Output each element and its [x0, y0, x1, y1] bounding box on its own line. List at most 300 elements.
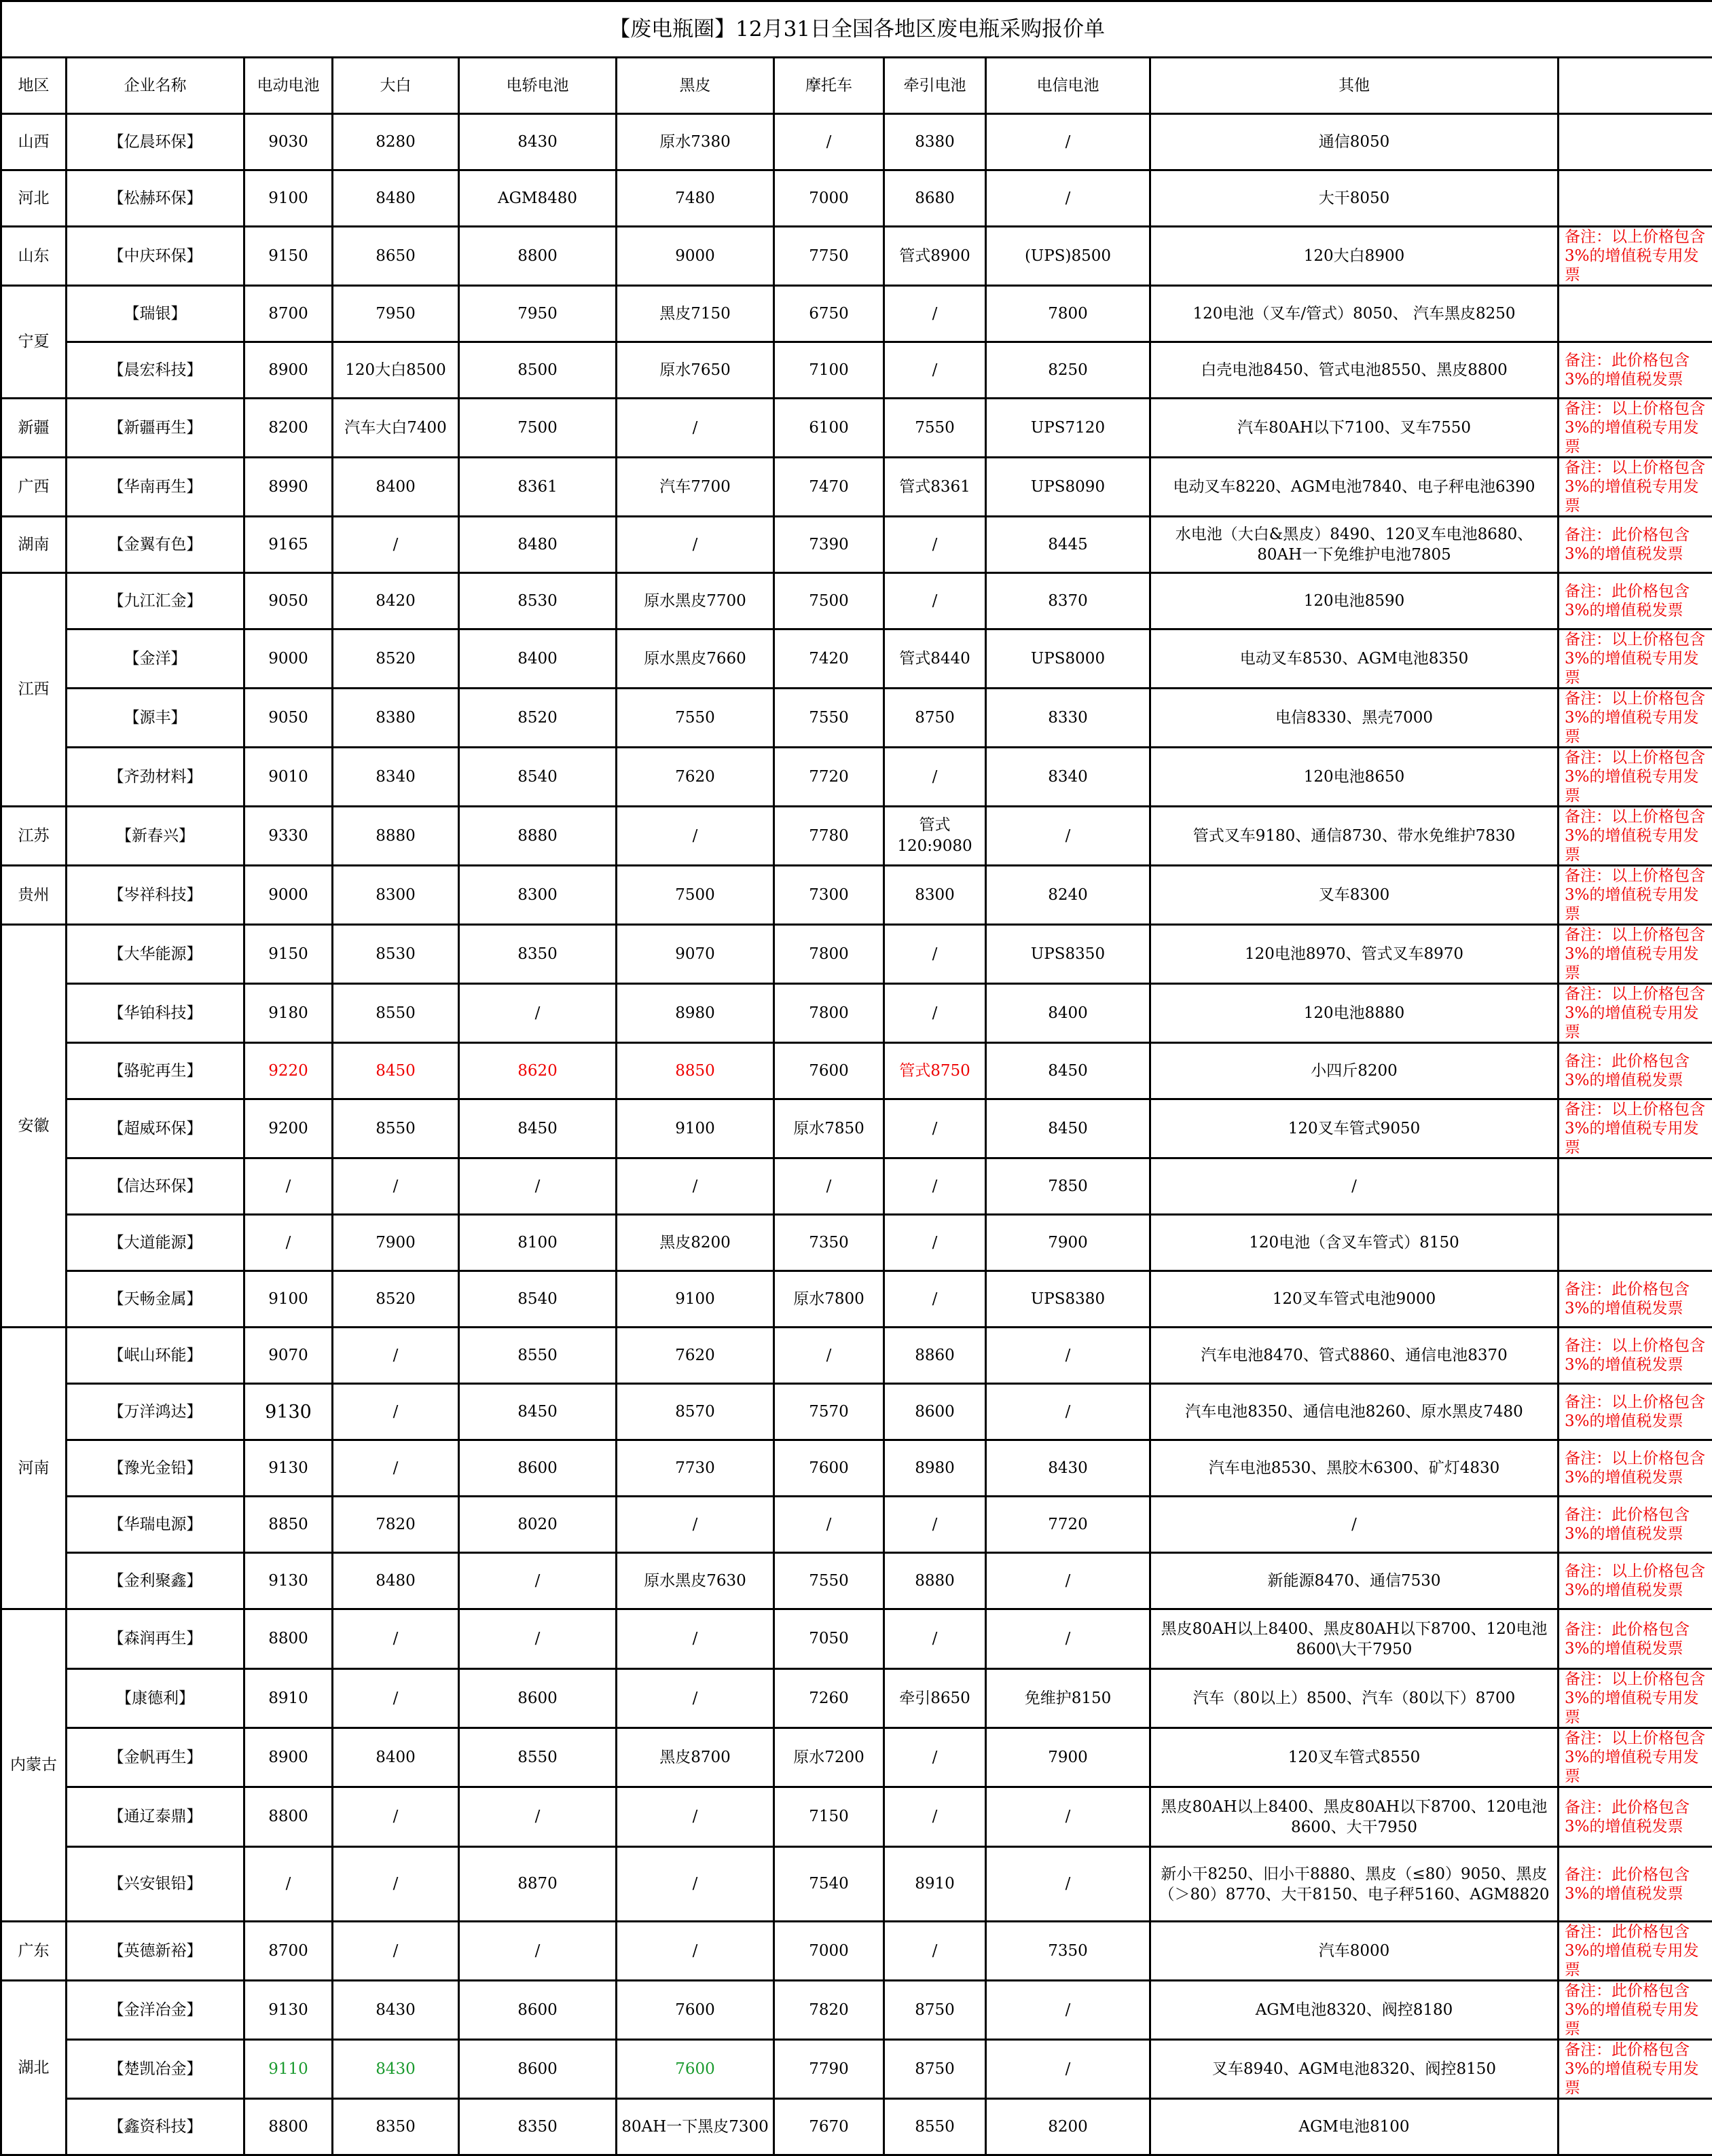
price-cell: 8870 [459, 1847, 617, 1922]
price-cell: 8200 [244, 399, 333, 458]
price-cell: 7300 [774, 866, 884, 925]
price-cell: 管式120:9080 [884, 807, 986, 866]
price-cell: 7500 [617, 866, 774, 925]
company-row [1, 517, 1712, 573]
price-cell: 8480 [459, 517, 617, 573]
price-cell: 7500 [774, 573, 884, 629]
price-cell: / [459, 984, 617, 1043]
company-name: 【康德利】 [67, 1669, 244, 1728]
other-cell: 120叉车管式9050 [1150, 1099, 1559, 1158]
price-cell: 7820 [333, 1497, 459, 1553]
price-cell: / [617, 399, 774, 458]
price-cell: 7800 [986, 286, 1150, 342]
company-name: 【金翼有色】 [67, 517, 244, 573]
note-cell: 备注：以上价格包含3%的增值税专用发票 [1559, 1669, 1712, 1728]
price-cell: 8550 [333, 1099, 459, 1158]
price-cell: 8900 [244, 342, 333, 399]
price-cell: 管式8361 [884, 458, 986, 517]
price-cell: 8450 [986, 1043, 1150, 1099]
note-cell: 备注：以上价格包含3%的增值税专用发票 [1559, 748, 1712, 807]
price-cell: 7550 [884, 399, 986, 458]
price-cell: 7720 [986, 1497, 1150, 1553]
price-cell: 8850 [244, 1497, 333, 1553]
price-cell: 8800 [244, 2099, 333, 2155]
price-cell: / [774, 1328, 884, 1384]
price-cell: 9110 [244, 2040, 333, 2099]
price-cell: 7790 [774, 2040, 884, 2099]
price-cell: / [333, 1787, 459, 1847]
other-cell: 汽车电池8350、通信电池8260、原水黑皮7480 [1150, 1384, 1559, 1440]
price-cell: 8980 [884, 1440, 986, 1497]
price-cell: / [244, 1215, 333, 1271]
price-cell: 9000 [244, 866, 333, 925]
price-cell: / [333, 1922, 459, 1981]
price-cell: 7470 [774, 458, 884, 517]
price-cell: / [986, 1787, 1150, 1847]
price-cell: / [884, 1787, 986, 1847]
note-cell [1559, 1215, 1712, 1271]
price-cell: 8880 [884, 1553, 986, 1609]
note-cell: 备注：此价格包含3%的增值税发票 [1559, 1787, 1712, 1847]
price-cell: 7150 [774, 1787, 884, 1847]
price-cell: 7620 [617, 1328, 774, 1384]
note-cell: 备注：此价格包含3%的增值税发票 [1559, 1847, 1712, 1922]
company-name: 【金洋】 [67, 629, 244, 689]
column-header: 企业名称 [67, 58, 244, 114]
price-cell: 原水7380 [617, 114, 774, 170]
other-cell: 电动叉车8220、AGM电池7840、电子秤电池6390 [1150, 458, 1559, 517]
column-header: 牵引电池 [884, 58, 986, 114]
price-cell: 8020 [459, 1497, 617, 1553]
column-header: 地区 [1, 58, 67, 114]
note-cell: 备注：以上价格包含3%的增值税专用发票 [1559, 1099, 1712, 1158]
company-row [1, 629, 1712, 689]
company-name: 【楚凯冶金】 [67, 2040, 244, 2099]
price-cell: 8370 [986, 573, 1150, 629]
company-row [1, 1981, 1712, 2040]
price-cell: / [617, 1922, 774, 1981]
price-cell: 8250 [986, 342, 1150, 399]
price-cell: 8350 [459, 2099, 617, 2155]
price-cell: 9100 [617, 1099, 774, 1158]
company-name: 【兴安银铅】 [67, 1847, 244, 1922]
price-cell: 8530 [333, 925, 459, 984]
company-row [1, 1553, 1712, 1609]
price-cell: 黑皮8200 [617, 1215, 774, 1271]
price-cell: 7570 [774, 1384, 884, 1440]
other-cell: 管式叉车9180、通信8730、带水免维护7830 [1150, 807, 1559, 866]
price-cell: / [884, 517, 986, 573]
price-cell: AGM8480 [459, 170, 617, 227]
note-cell: 备注：此价格包含3%的增值税发票 [1559, 1271, 1712, 1328]
price-cell: 8850 [617, 1043, 774, 1099]
company-row [1, 399, 1712, 458]
price-cell: 9050 [244, 689, 333, 748]
price-cell: 7500 [459, 399, 617, 458]
price-cell: / [884, 984, 986, 1043]
price-cell: 8600 [459, 1669, 617, 1728]
price-cell: 7850 [986, 1158, 1150, 1215]
company-name: 【信达环保】 [67, 1158, 244, 1215]
price-cell: / [884, 342, 986, 399]
company-row [1, 1847, 1712, 1922]
company-name: 【岷山环能】 [67, 1328, 244, 1384]
other-cell: 水电池（大白&黑皮）8490、120叉车电池8680、80AH一下免维护电池7805 [1150, 517, 1559, 573]
other-cell: 120叉车管式电池9000 [1150, 1271, 1559, 1328]
price-cell: 管式8440 [884, 629, 986, 689]
price-cell: / [617, 1158, 774, 1215]
price-cell: 7800 [774, 925, 884, 984]
price-cell: 8350 [333, 2099, 459, 2155]
header-row [1, 58, 1712, 114]
company-name: 【晨宏科技】 [67, 342, 244, 399]
price-cell: / [333, 1328, 459, 1384]
other-cell: 汽车80AH以下7100、叉车7550 [1150, 399, 1559, 458]
region-cell: 湖南 [1, 517, 67, 573]
price-cell: 8750 [884, 1981, 986, 2040]
price-cell: / [884, 925, 986, 984]
price-cell: 原水7850 [774, 1099, 884, 1158]
price-cell: 9220 [244, 1043, 333, 1099]
price-cell: 8430 [333, 1981, 459, 2040]
other-cell: 120电池8970、管式叉车8970 [1150, 925, 1559, 984]
price-cell: 7420 [774, 629, 884, 689]
company-row [1, 1669, 1712, 1728]
region-cell: 广西 [1, 458, 67, 517]
note-cell: 备注：以上价格包含3%的增值税专用发票 [1559, 227, 1712, 286]
region-cell: 山西 [1, 114, 67, 170]
price-cell: 8400 [333, 458, 459, 517]
company-row [1, 1271, 1712, 1328]
region-cell: 河北 [1, 170, 67, 227]
price-cell: 7550 [774, 1553, 884, 1609]
region-cell: 贵州 [1, 866, 67, 925]
company-name: 【金洋冶金】 [67, 1981, 244, 2040]
price-cell: 8361 [459, 458, 617, 517]
price-cell: 汽车7700 [617, 458, 774, 517]
price-cell: 7730 [617, 1440, 774, 1497]
price-cell: UPS8380 [986, 1271, 1150, 1328]
price-cell: 9000 [244, 629, 333, 689]
price-cell: 8340 [986, 748, 1150, 807]
note-cell: 备注：此价格包含3%的增值税发票 [1559, 1497, 1712, 1553]
price-cell: / [617, 1787, 774, 1847]
price-cell: 原水7650 [617, 342, 774, 399]
price-cell: / [617, 807, 774, 866]
company-row [1, 1215, 1712, 1271]
price-cell: / [617, 1497, 774, 1553]
company-name: 【新春兴】 [67, 807, 244, 866]
note-cell: 备注：以上价格包含3%的增值税专用发票 [1559, 984, 1712, 1043]
note-cell: 备注：此价格包含3%的增值税专用发票 [1559, 2040, 1712, 2099]
price-cell: 8910 [244, 1669, 333, 1728]
price-cell: UPS8350 [986, 925, 1150, 984]
company-row [1, 342, 1712, 399]
price-cell: 7600 [617, 2040, 774, 2099]
price-cell: 8570 [617, 1384, 774, 1440]
price-cell: 7750 [774, 227, 884, 286]
price-cell: 8800 [244, 1609, 333, 1669]
price-cell: 8280 [333, 114, 459, 170]
company-row [1, 748, 1712, 807]
price-cell: 7950 [333, 286, 459, 342]
note-cell: 备注：此价格包含3%的增值税发票 [1559, 573, 1712, 629]
note-cell: 备注：以上价格包含3%的增值税发票 [1559, 1384, 1712, 1440]
price-cell: 8300 [884, 866, 986, 925]
price-cell: 8350 [459, 925, 617, 984]
price-cell: 7900 [986, 1728, 1150, 1787]
company-name: 【万洋鸿达】 [67, 1384, 244, 1440]
price-cell: / [884, 1609, 986, 1669]
price-cell: 8530 [459, 573, 617, 629]
other-cell: 大干8050 [1150, 170, 1559, 227]
price-cell: UPS8090 [986, 458, 1150, 517]
company-row [1, 984, 1712, 1043]
other-cell: / [1150, 1497, 1559, 1553]
price-cell: 8650 [333, 227, 459, 286]
price-cell: 黑皮8700 [617, 1728, 774, 1787]
note-cell: 备注：以上价格包含3%的增值税专用发票 [1559, 689, 1712, 748]
company-name: 【金帆再生】 [67, 1728, 244, 1787]
price-cell: 原水7800 [774, 1271, 884, 1328]
price-cell: 8550 [459, 1328, 617, 1384]
price-cell: / [884, 1922, 986, 1981]
company-name: 【通辽泰鼎】 [67, 1787, 244, 1847]
company-row [1, 286, 1712, 342]
company-name: 【松赫环保】 [67, 170, 244, 227]
price-cell: / [884, 286, 986, 342]
region-cell: 内蒙古 [1, 1609, 67, 1922]
price-cell: 8520 [333, 1271, 459, 1328]
price-cell: 8980 [617, 984, 774, 1043]
price-cell: / [617, 517, 774, 573]
column-header: 电轿电池 [459, 58, 617, 114]
note-cell: 备注：此价格包含3%的增值税发票 [1559, 342, 1712, 399]
price-cell: 7480 [617, 170, 774, 227]
price-cell: 9010 [244, 748, 333, 807]
price-cell: 8700 [244, 286, 333, 342]
company-name: 【岑祥科技】 [67, 866, 244, 925]
price-cell: 8800 [459, 227, 617, 286]
price-cell: 8450 [333, 1043, 459, 1099]
other-cell: 汽车电池8470、管式8860、通信电池8370 [1150, 1328, 1559, 1384]
note-cell [1559, 286, 1712, 342]
company-row [1, 807, 1712, 866]
price-cell: / [617, 1847, 774, 1922]
note-cell: 备注：以上价格包含3%的增值税发票 [1559, 1328, 1712, 1384]
company-name: 【大道能源】 [67, 1215, 244, 1271]
company-row [1, 114, 1712, 170]
other-cell: AGM电池8320、阀控8180 [1150, 1981, 1559, 2040]
note-cell [1559, 1158, 1712, 1215]
company-row [1, 1043, 1712, 1099]
company-row [1, 1440, 1712, 1497]
company-name: 【金利聚鑫】 [67, 1553, 244, 1609]
price-cell: / [459, 1609, 617, 1669]
price-cell: 120大白8500 [333, 342, 459, 399]
region-cell: 山东 [1, 227, 67, 286]
company-row [1, 170, 1712, 227]
note-cell [1559, 170, 1712, 227]
price-cell: 原水黑皮7630 [617, 1553, 774, 1609]
price-cell: 7900 [333, 1215, 459, 1271]
note-cell: 备注：以上价格包含3%的增值税发票 [1559, 1553, 1712, 1609]
price-cell: 9000 [617, 227, 774, 286]
company-row [1, 2099, 1712, 2155]
price-cell: / [986, 114, 1150, 170]
note-cell: 备注：以上价格包含3%的增值税专用发票 [1559, 1728, 1712, 1787]
price-cell: / [333, 1669, 459, 1728]
note-cell: 备注：此价格包含3%的增值税发票 [1559, 517, 1712, 573]
price-cell: 8600 [459, 2040, 617, 2099]
company-row [1, 866, 1712, 925]
company-row [1, 1328, 1712, 1384]
price-cell: / [459, 1922, 617, 1981]
company-row [1, 2040, 1712, 2099]
other-cell: 新能源8470、通信7530 [1150, 1553, 1559, 1609]
price-cell: 原水黑皮7660 [617, 629, 774, 689]
price-cell: 8540 [459, 1271, 617, 1328]
other-cell: 汽车（80以上）8500、汽车（80以下）8700 [1150, 1669, 1559, 1728]
other-cell: 新小干8250、旧小干8880、黑皮（≤80）9050、黑皮（＞80）8770、大干8150、电子秤5160、AGM8820 [1150, 1847, 1559, 1922]
other-cell: AGM电池8100 [1150, 2099, 1559, 2155]
price-cell: / [333, 517, 459, 573]
price-cell: 8880 [333, 807, 459, 866]
price-cell: 8300 [459, 866, 617, 925]
price-cell: 8900 [244, 1728, 333, 1787]
price-cell: 9165 [244, 517, 333, 573]
price-cell: UPS8000 [986, 629, 1150, 689]
price-cell: / [986, 1328, 1150, 1384]
price-cell: / [986, 1981, 1150, 2040]
note-cell: 备注：以上价格包含3%的增值税专用发票 [1559, 925, 1712, 984]
company-name: 【源丰】 [67, 689, 244, 748]
price-cell: 8600 [459, 1440, 617, 1497]
company-row [1, 1158, 1712, 1215]
price-cell: 8800 [244, 1787, 333, 1847]
region-cell: 广东 [1, 1922, 67, 1981]
price-cell: 8450 [459, 1099, 617, 1158]
price-cell: / [884, 1271, 986, 1328]
note-cell [1559, 2099, 1712, 2155]
price-cell: 9100 [244, 1271, 333, 1328]
company-name: 【新疆再生】 [67, 399, 244, 458]
price-cell: 8990 [244, 458, 333, 517]
price-cell: 6100 [774, 399, 884, 458]
company-name: 【森润再生】 [67, 1609, 244, 1669]
price-cell: 8550 [459, 1728, 617, 1787]
price-cell: 7100 [774, 342, 884, 399]
company-name: 【华南再生】 [67, 458, 244, 517]
sheet-title: 【废电瓶圈】12月31日全国各地区废电瓶采购报价单 [1, 1, 1712, 58]
price-cell: / [774, 1158, 884, 1215]
price-cell: / [333, 1158, 459, 1215]
price-cell: 8240 [986, 866, 1150, 925]
region-cell: 江苏 [1, 807, 67, 866]
price-cell: / [617, 1609, 774, 1669]
company-row [1, 1787, 1712, 1847]
company-row [1, 689, 1712, 748]
note-cell: 备注：以上价格包含3%的增值税专用发票 [1559, 629, 1712, 689]
price-cell: 7600 [774, 1440, 884, 1497]
note-cell [1559, 114, 1712, 170]
price-cell: 8480 [333, 170, 459, 227]
company-name: 【华铂科技】 [67, 984, 244, 1043]
price-cell: 8750 [884, 689, 986, 748]
price-cell: 8400 [459, 629, 617, 689]
price-cell: 8445 [986, 517, 1150, 573]
price-cell: 8550 [884, 2099, 986, 2155]
company-name: 【中庆环保】 [67, 227, 244, 286]
price-cell: 8430 [986, 1440, 1150, 1497]
price-cell: / [333, 1609, 459, 1669]
other-cell: 电信8330、黑壳7000 [1150, 689, 1559, 748]
company-row [1, 573, 1712, 629]
other-cell: 黑皮80AH以上8400、黑皮80AH以下8700、120电池8600、大干7950 [1150, 1787, 1559, 1847]
price-cell: 9150 [244, 227, 333, 286]
price-cell: / [459, 1553, 617, 1609]
other-cell: 汽车8000 [1150, 1922, 1559, 1981]
price-cell: 8380 [884, 114, 986, 170]
price-cell: 管式8900 [884, 227, 986, 286]
price-cell: 7620 [617, 748, 774, 807]
price-cell: 8200 [986, 2099, 1150, 2155]
company-row [1, 458, 1712, 517]
price-cell: 9030 [244, 114, 333, 170]
company-name: 【鑫资科技】 [67, 2099, 244, 2155]
company-name: 【大华能源】 [67, 925, 244, 984]
note-cell: 备注：此价格包含3%的增值税专用发票 [1559, 1922, 1712, 1981]
price-cell: 7800 [774, 984, 884, 1043]
region-cell: 宁夏 [1, 286, 67, 399]
price-cell: 7720 [774, 748, 884, 807]
price-cell: / [884, 1099, 986, 1158]
price-cell: 8450 [986, 1099, 1150, 1158]
price-cell: / [986, 2040, 1150, 2099]
price-cell: / [333, 1440, 459, 1497]
company-name: 【九江汇金】 [67, 573, 244, 629]
price-cell: 8430 [459, 114, 617, 170]
price-cell: 8550 [333, 984, 459, 1043]
price-cell: 免维护8150 [986, 1669, 1150, 1728]
other-cell: 黑皮80AH以上8400、黑皮80AH以下8700、120电池8600\大干7950 [1150, 1609, 1559, 1669]
price-cell: / [333, 1384, 459, 1440]
price-cell: 8520 [333, 629, 459, 689]
price-cell: 黑皮7150 [617, 286, 774, 342]
price-cell: 7000 [774, 170, 884, 227]
price-cell: 8500 [459, 342, 617, 399]
price-cell: / [333, 1847, 459, 1922]
price-cell: 7350 [774, 1215, 884, 1271]
other-cell: 120电池8650 [1150, 748, 1559, 807]
other-cell: 电动叉车8530、AGM电池8350 [1150, 629, 1559, 689]
region-cell: 湖北 [1, 1981, 67, 2155]
other-cell: 通信8050 [1150, 114, 1559, 170]
price-cell: / [884, 573, 986, 629]
column-header: 摩托车 [774, 58, 884, 114]
price-cell: 9070 [617, 925, 774, 984]
price-cell: / [617, 1669, 774, 1728]
other-cell: 叉车8940、AGM电池8320、阀控8150 [1150, 2040, 1559, 2099]
price-cell: 6750 [774, 286, 884, 342]
price-cell: 8620 [459, 1043, 617, 1099]
price-cell: 9050 [244, 573, 333, 629]
price-cell: 7600 [617, 1981, 774, 2040]
other-cell: 120电池（叉车/管式）8050、 汽车黑皮8250 [1150, 286, 1559, 342]
price-cell: 汽车大白7400 [333, 399, 459, 458]
other-cell: / [1150, 1158, 1559, 1215]
price-cell: / [986, 1609, 1150, 1669]
